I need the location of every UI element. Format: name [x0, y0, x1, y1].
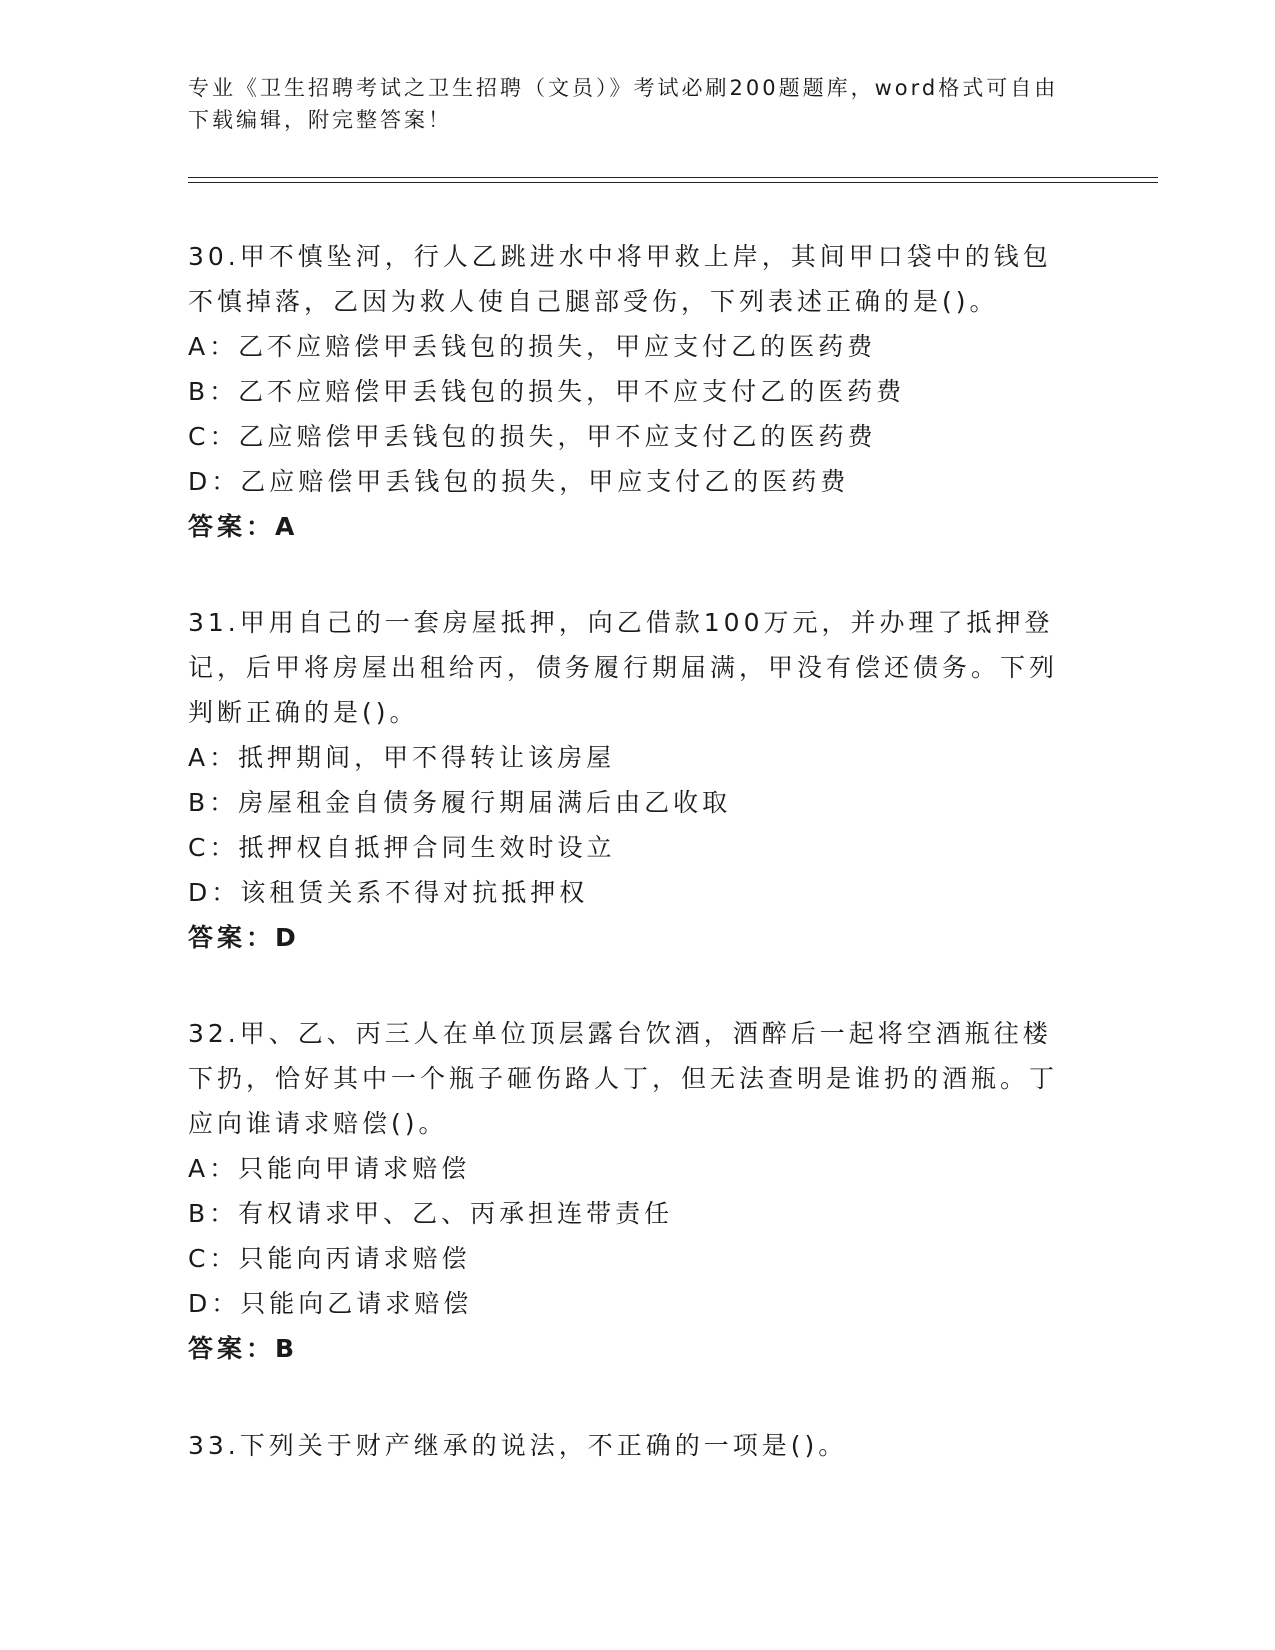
document-header: 专业《卫生招聘考试之卫生招聘（文员）》考试必刷200题题库，word格式可自由下载编辑，附完整答案！ [188, 76, 1059, 132]
option-a: A：只能向甲请求赔偿 [188, 1154, 471, 1183]
question-33 [188, 1423, 1078, 1468]
question-stem: 30.甲不慎坠河，行人乙跳进水中将甲救上岸，其间甲口袋中的钱包不慎掉落，乙因为救人使自己腿部受伤，下列表述正确的是()。 [188, 242, 1052, 316]
option-b: B：房屋租金自债务履行期届满后由乙收取 [188, 788, 732, 817]
option-c: C：乙应赔偿甲丢钱包的损失，甲不应支付乙的医药费 [188, 422, 877, 451]
answer: 答案：D [188, 923, 300, 952]
question-stem: 33.下列关于财产继承的说法，不正确的一项是()。 [188, 1431, 848, 1460]
option-d: D：乙应赔偿甲丢钱包的损失，甲应支付乙的医药费 [188, 467, 850, 496]
option-c: C：抵押权自抵押合同生效时设立 [188, 833, 616, 862]
option-d: D：只能向乙请求赔偿 [188, 1289, 473, 1318]
header-divider-bottom [188, 182, 1158, 183]
option-a: A：乙不应赔偿甲丢钱包的损失，甲应支付乙的医药费 [188, 332, 877, 361]
question-stem: 32.甲、乙、丙三人在单位顶层露台饮酒，酒醉后一起将空酒瓶往楼下扔，恰好其中一个瓶子砸伤路人丁，但无法查明是谁扔的酒瓶。丁应向谁请求赔偿()。 [188, 1019, 1059, 1138]
answer: 答案：A [188, 512, 299, 541]
question-stem: 31.甲用自己的一套房屋抵押，向乙借款100万元，并办理了抵押登记，后甲将房屋出租给丙，债务履行期届满，甲没有偿还债务。下列判断正确的是()。 [188, 608, 1059, 727]
option-b: B：有权请求甲、乙、丙承担连带责任 [188, 1199, 674, 1228]
option-d: D：该租赁关系不得对抗抵押权 [188, 878, 589, 907]
option-c: C：只能向丙请求赔偿 [188, 1244, 471, 1273]
option-a: A：抵押期间，甲不得转让该房屋 [188, 743, 616, 772]
question-30 [188, 234, 1078, 549]
answer: 答案：B [188, 1334, 299, 1363]
question-32 [188, 1011, 1078, 1371]
header-divider-top [188, 177, 1158, 178]
option-b: B：乙不应赔偿甲丢钱包的损失，甲不应支付乙的医药费 [188, 377, 906, 406]
question-31 [188, 600, 1078, 960]
